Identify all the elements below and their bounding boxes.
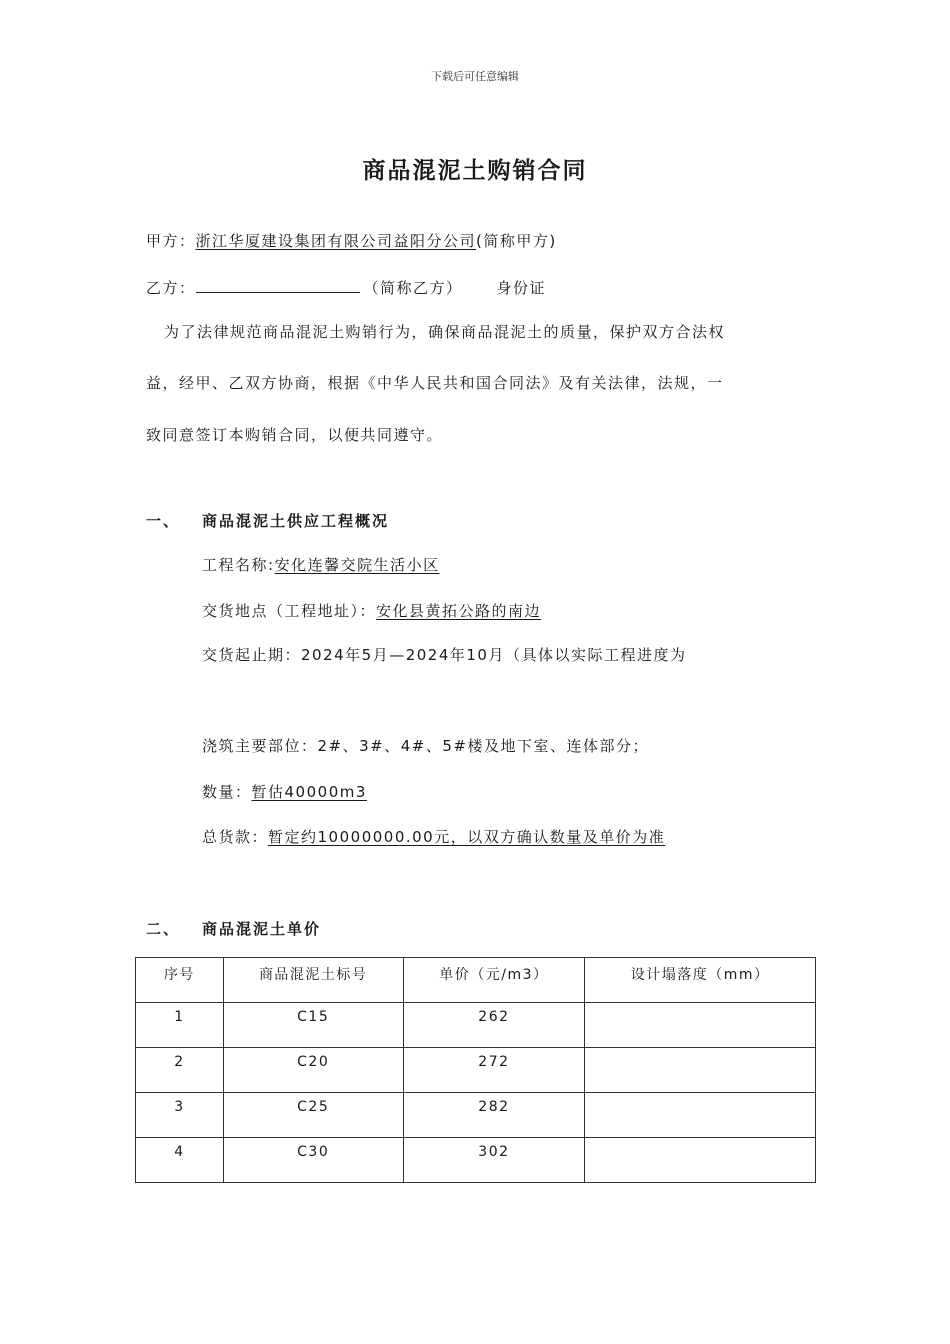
section-1-title: 商品混泥土供应工程概况: [202, 512, 390, 530]
column-header-index: 序号: [136, 958, 224, 1003]
table-row: [136, 1048, 816, 1093]
total-payment-value: 暂定约10000000.00元，以双方确认数量及单价为准: [268, 828, 666, 846]
delivery-location-label: 交货地点（工程地址）：: [202, 602, 377, 620]
cell-index: 3: [136, 1093, 224, 1138]
quantity-line: [202, 781, 367, 802]
section-2-heading: [146, 918, 321, 939]
cell-unit-price: 282: [403, 1093, 585, 1138]
cell-grade: C20: [223, 1048, 403, 1093]
cell-grade: C30: [223, 1138, 403, 1183]
quantity-label: 数量：: [202, 783, 252, 801]
party-a-label: 甲方：: [146, 232, 196, 250]
header-note: 下载后可任意编辑: [431, 70, 519, 83]
section-2-title: 商品混泥土单价: [202, 920, 322, 938]
cell-slump: [585, 1138, 816, 1183]
delivery-location-line: [202, 600, 541, 621]
cell-index: 1: [136, 1003, 224, 1048]
table-row: [136, 1003, 816, 1048]
cell-slump: [585, 1048, 816, 1093]
party-a-name: 浙江华厦建设集团有限公司益阳分公司: [195, 232, 477, 250]
quantity-value: 暂估40000m3: [251, 783, 367, 801]
project-name-label: 工程名称:: [202, 556, 275, 574]
party-a-suffix: (简称甲方): [476, 232, 557, 250]
party-b-id-label: 身份证: [496, 279, 547, 297]
party-b-label: 乙方：: [146, 279, 196, 297]
total-payment-label: 总货款：: [202, 828, 269, 846]
column-header-unit-price: 单价（元/m3）: [403, 958, 585, 1003]
table-row: [136, 1138, 816, 1183]
cell-grade: C15: [223, 1003, 403, 1048]
preamble-line-1: 为了法律规范商品混泥土购销行为，确保商品混泥土的质量，保护双方合法权: [164, 323, 726, 341]
preamble-line-3: 致同意签订本购销合同，以便共同遵守。: [146, 426, 444, 444]
project-name-line: [202, 554, 440, 575]
cell-index: 4: [136, 1138, 224, 1183]
delivery-location-value: 安化县黄拓公路的南边: [376, 602, 542, 620]
cell-unit-price: 262: [403, 1003, 585, 1048]
cell-unit-price: 302: [403, 1138, 585, 1183]
document-title: 商品混泥土购销合同: [362, 158, 588, 184]
party-b-suffix: （简称乙方）: [363, 279, 463, 297]
column-header-grade: 商品混泥土标号: [223, 958, 403, 1003]
price-table: [135, 957, 816, 1183]
delivery-period-line: 交货起止期：2024年5月—2024年10月（具体以实际工程进度为: [202, 646, 687, 664]
column-header-slump: 设计塌落度（mm）: [585, 958, 816, 1003]
party-a-line: [146, 230, 557, 251]
party-b-line: [146, 277, 546, 298]
cell-unit-price: 272: [403, 1048, 585, 1093]
project-name-value: 安化连馨交院生活小区: [274, 556, 440, 574]
cell-slump: [585, 1003, 816, 1048]
table-row: [136, 1093, 816, 1138]
cell-index: 2: [136, 1048, 224, 1093]
pouring-parts-line: 浇筑主要部位：2#、3#、4#、5#楼及地下室、连体部分；: [202, 737, 649, 755]
cell-slump: [585, 1093, 816, 1138]
party-b-blank: [196, 278, 360, 293]
preamble-line-2: 益，经甲、乙双方协商，根据《中华人民共和国合同法》及有关法律，法规，一: [146, 374, 724, 392]
section-2-number: 二、: [146, 920, 181, 938]
cell-grade: C25: [223, 1093, 403, 1138]
price-table-header-row: [136, 958, 816, 1003]
total-payment-line: [202, 826, 665, 847]
section-1-heading: [146, 510, 389, 531]
section-1-number: 一、: [146, 512, 181, 530]
